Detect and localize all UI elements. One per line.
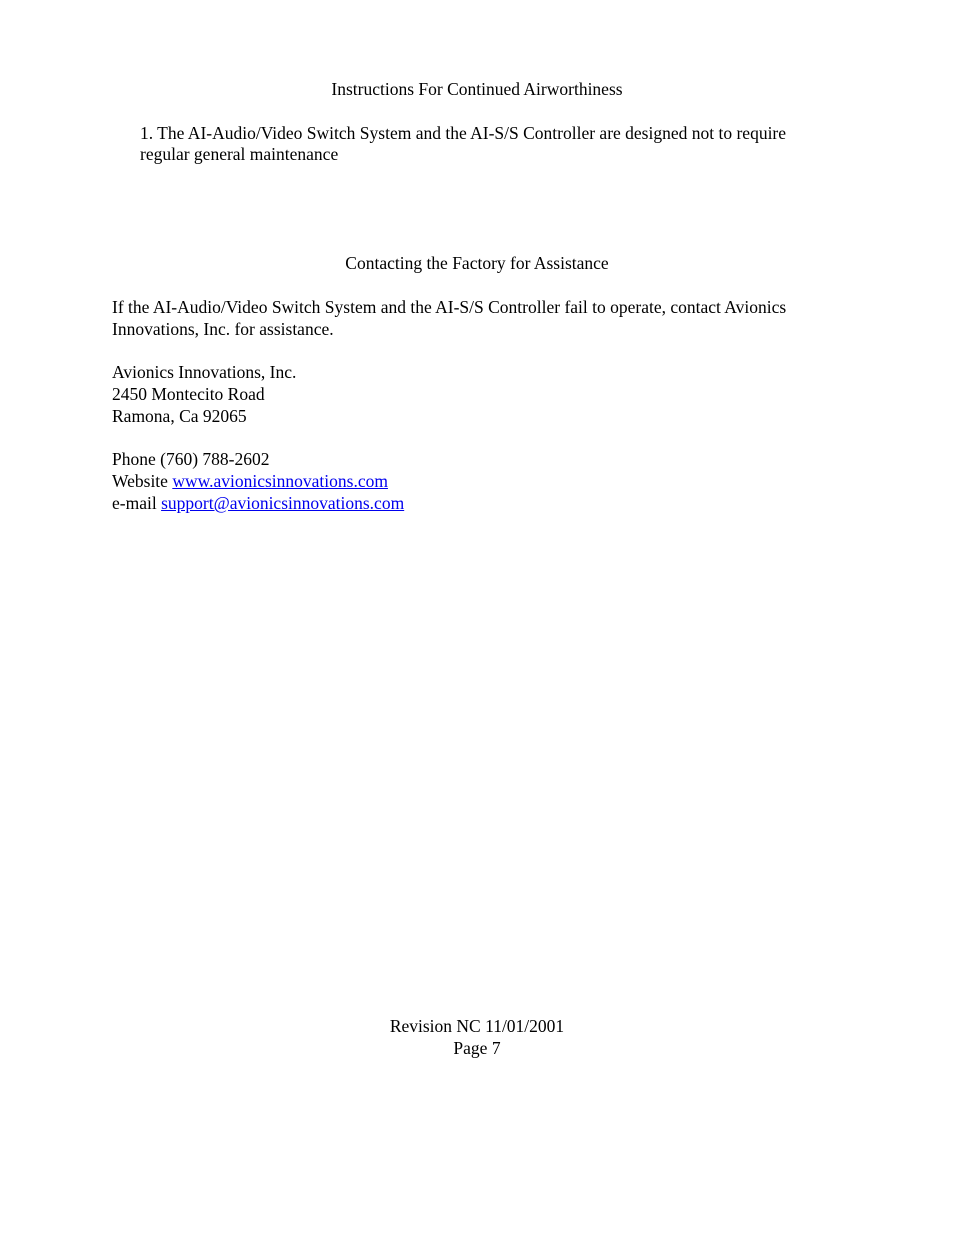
address-company: Avionics Innovations, Inc. <box>112 362 297 382</box>
footer-revision: Revision NC 11/01/2001 <box>389 1016 565 1036</box>
email-label: e-mail <box>112 493 162 513</box>
address-street: 2450 Montecito Road <box>112 384 265 404</box>
section-title-airworthiness: Instructions For Continued Airworthiness <box>331 79 623 99</box>
website-label: Website <box>112 471 173 491</box>
email-link[interactable]: support@avionicsinnovations.com <box>161 493 405 513</box>
contact-website-row <box>112 470 388 492</box>
assistance-paragraph-line-1: If the AI-Audio/Video Switch System and the AI-S/S Controller fail to operate, contact Avionics <box>112 297 787 317</box>
footer-page-number: Page 7 <box>453 1038 501 1058</box>
contact-phone: Phone (760) 788-2602 <box>112 449 270 469</box>
address-city: Ramona, Ca 92065 <box>112 406 247 426</box>
section-title-factory-assistance: Contacting the Factory for Assistance <box>345 253 609 273</box>
contact-email-row <box>112 492 404 514</box>
maintenance-note-line-1: 1. The AI-Audio/Video Switch System and the AI-S/S Controller are designed not to require <box>140 123 787 143</box>
assistance-paragraph-line-2: Innovations, Inc. for assistance. <box>112 319 334 339</box>
website-link[interactable]: www.avionicsinnovations.com <box>172 471 388 491</box>
maintenance-note-line-2: regular general maintenance <box>140 144 339 164</box>
